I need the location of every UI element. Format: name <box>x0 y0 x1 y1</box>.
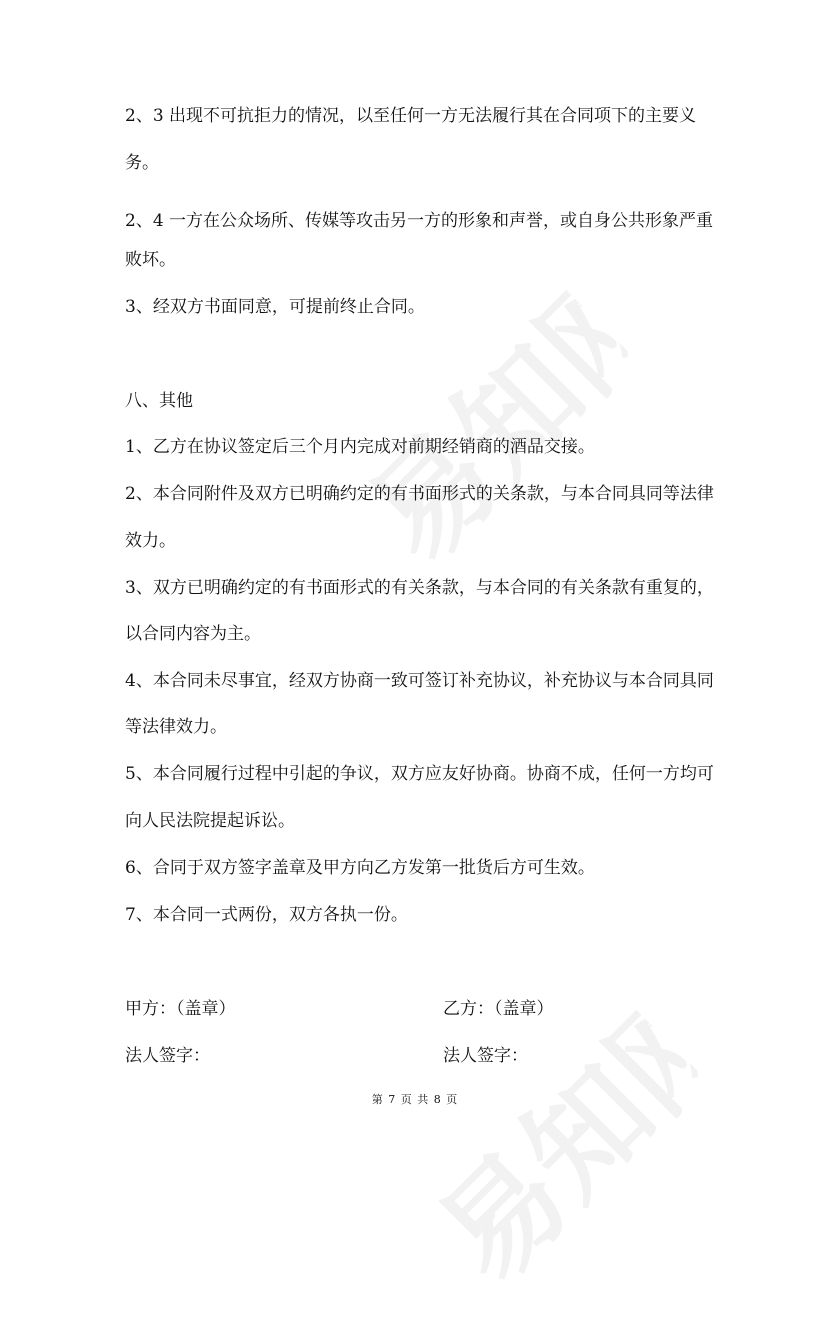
item-3-cont: 以合同内容为主。 <box>125 624 261 644</box>
item-4-cont: 等法律效力。 <box>125 717 227 737</box>
item-2: 2、本合同附件及双方已明确约定的有书面形式的关条款，与本合同具同等法律 <box>125 484 714 504</box>
item-7: 7、本合同一式两份，双方各执一份。 <box>125 905 408 925</box>
party-b-signature: 法人签字： <box>443 1046 528 1066</box>
clause-2-3: 2、3 出现不可抗拒力的情况，以至任何一方无法履行其在合同项下的主要义 <box>125 106 697 126</box>
clause-2-4-cont: 败坏。 <box>125 250 176 270</box>
page-footer: 第 7 页 共 8 页 <box>371 1093 459 1106</box>
item-3: 3、双方已明确约定的有书面形式的有关条款，与本合同的有关条款有重复的， <box>125 578 714 598</box>
section-heading-other: 八、其他 <box>125 391 193 411</box>
item-5-cont: 向人民法院提起诉讼。 <box>125 811 295 831</box>
clause-3: 3、经双方书面同意，可提前终止合同。 <box>125 297 425 317</box>
item-4: 4、本合同未尽事宜，经双方协商一致可签订补充协议，补充协议与本合同具同 <box>125 671 714 691</box>
clause-2-3-cont: 务。 <box>125 153 159 173</box>
item-1: 1、乙方在协议签定后三个月内完成对前期经销商的酒品交接。 <box>125 437 595 457</box>
item-2-cont: 效力。 <box>125 531 176 551</box>
item-5: 5、本合同履行过程中引起的争议，双方应友好协商。协商不成，任何一方均可 <box>125 764 714 784</box>
clause-2-4: 2、4 一方在公众场所、传媒等攻击另一方的形象和声誉，或自身公共形象严重 <box>125 211 714 231</box>
party-a-signature: 法人签字： <box>125 1046 210 1066</box>
party-b-seal: 乙方：（盖章） <box>443 999 554 1019</box>
item-6: 6、合同于双方签字盖章及甲方向乙方发第一批货后方可生效。 <box>125 858 595 878</box>
party-a-seal: 甲方：（盖章） <box>125 999 236 1019</box>
